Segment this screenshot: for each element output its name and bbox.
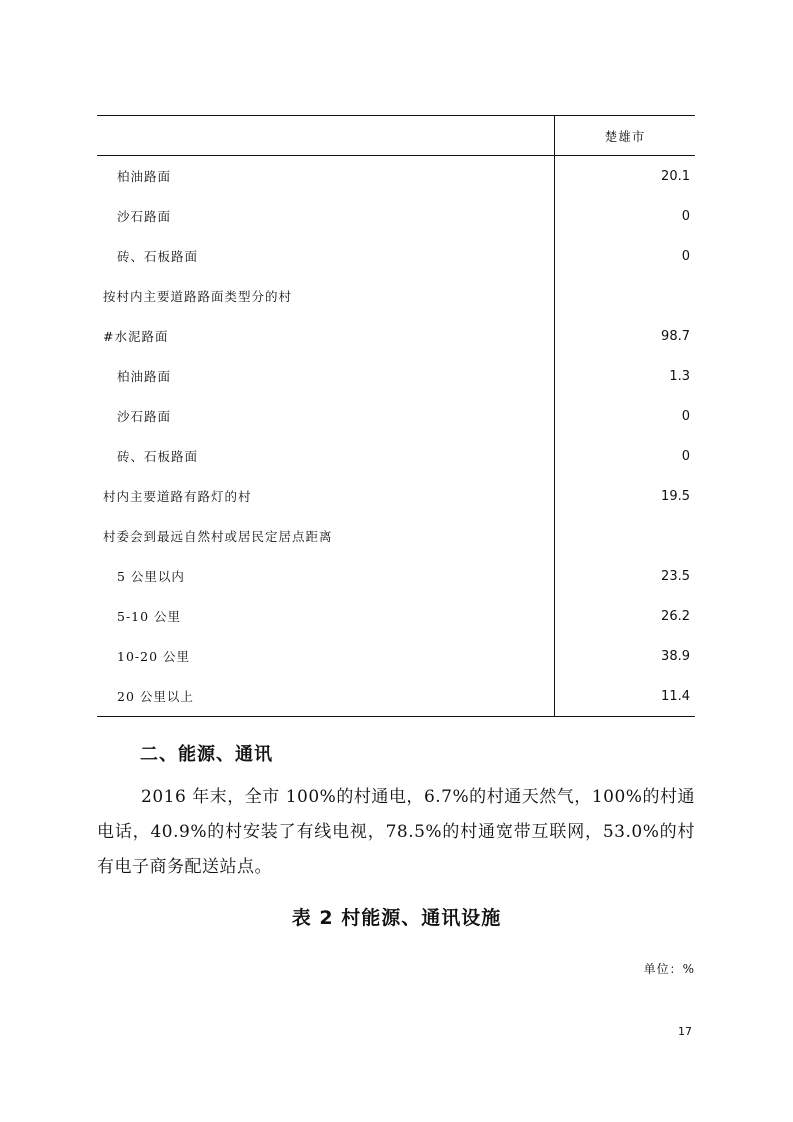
table-row <box>97 436 695 476</box>
row-value <box>555 516 696 556</box>
row-value: 0 <box>555 396 696 436</box>
table-row <box>97 676 695 717</box>
row-label: 5-10 公里 <box>117 609 182 624</box>
row-label: 按村内主要道路路面类型分的村 <box>103 289 293 304</box>
table-row <box>97 596 695 636</box>
unit-label: 单位：% <box>643 962 695 976</box>
row-value: 23.5 <box>555 556 696 596</box>
row-value: 20.1 <box>555 156 696 197</box>
row-value: 0 <box>555 196 696 236</box>
table-row <box>97 236 695 276</box>
row-value: 1.3 <box>555 356 696 396</box>
row-value: 98.7 <box>555 316 696 356</box>
row-label: 柏油路面 <box>117 169 172 184</box>
row-value: 19.5 <box>555 476 696 516</box>
header-blank-cell <box>97 116 555 156</box>
row-value: 0 <box>555 236 696 276</box>
row-value: 11.4 <box>555 676 696 717</box>
table-row <box>97 356 695 396</box>
table-row <box>97 476 695 516</box>
table-row <box>97 196 695 236</box>
table-row <box>97 636 695 676</box>
table-header-row <box>97 116 695 156</box>
table-row <box>97 396 695 436</box>
row-label: 村委会到最远自然村或居民定居点距离 <box>103 529 333 544</box>
table-row <box>97 316 695 356</box>
page-number: 17 <box>678 1025 692 1038</box>
section-heading: 二、能源、通讯 <box>140 744 273 765</box>
road-statistics-table <box>97 115 695 717</box>
row-label: 柏油路面 <box>117 369 172 384</box>
row-label: 20 公里以上 <box>97 676 555 717</box>
row-value: 26.2 <box>555 596 696 636</box>
table-title: 表 2 村能源、通讯设施 <box>291 907 502 929</box>
row-label: 5 公里以内 <box>117 569 185 584</box>
row-label: 村内主要道路有路灯的村 <box>103 489 252 504</box>
row-label: 10-20 公里 <box>117 649 191 664</box>
row-label: #水泥路面 <box>103 329 169 344</box>
row-value: 0 <box>555 436 696 476</box>
row-value <box>555 276 696 316</box>
table-row <box>97 556 695 596</box>
table-row <box>97 276 695 316</box>
row-label: 沙石路面 <box>117 209 172 224</box>
row-label: 沙石路面 <box>117 409 172 424</box>
row-label: 砖、石板路面 <box>117 449 199 464</box>
table-row <box>97 156 695 197</box>
row-value: 38.9 <box>555 636 696 676</box>
row-label: 砖、石板路面 <box>117 249 199 264</box>
table-row <box>97 516 695 556</box>
body-paragraph: 2016 年末，全市 100%的村通电，6.7%的村通天然气，100%的村通电话，40.9%的村安装了有线电视，78.5%的村通宽带互联网，53.0%的村有电子商务配送站点。 <box>97 787 695 877</box>
column-header-chuxiong: 楚雄市 <box>555 116 696 156</box>
